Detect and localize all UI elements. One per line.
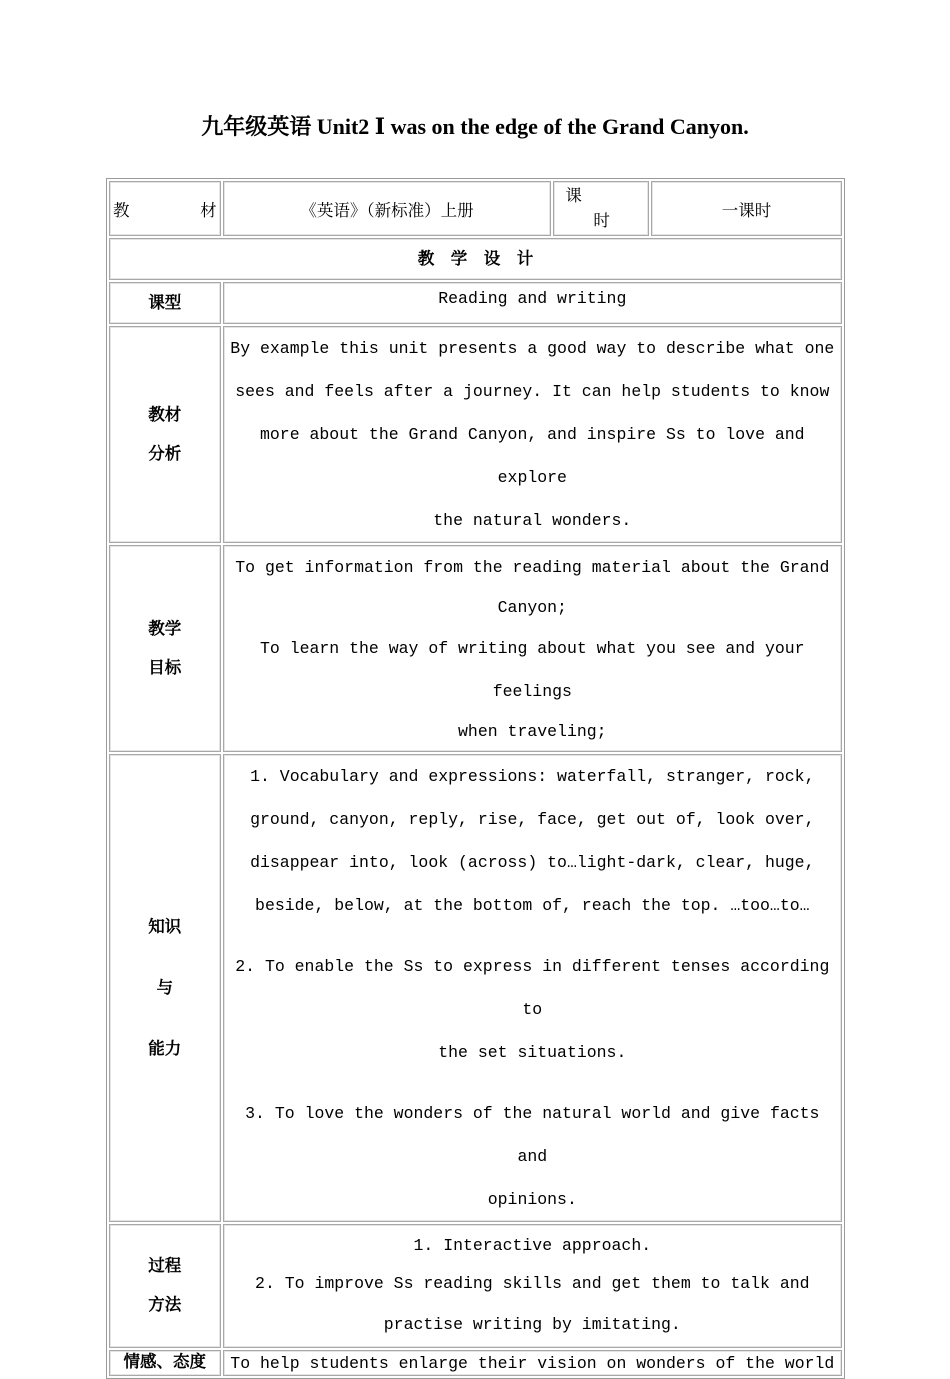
- lesson-type-row: [109, 282, 842, 324]
- attitude-label: 情感、态度: [109, 1350, 221, 1376]
- objectives-text: [223, 545, 842, 752]
- textbook-label-cell: [109, 181, 221, 236]
- period-label-cell: [553, 181, 649, 236]
- knowledge-text: [223, 754, 842, 1222]
- objectives-label: [109, 545, 221, 752]
- period-value: 一课时: [651, 181, 842, 236]
- process-row: [109, 1224, 842, 1348]
- knowledge-label: [109, 754, 221, 1222]
- knowledge-item2-line-1: 2. To enable the Ss to express in different tenses according to: [235, 957, 830, 1019]
- analysis-line-2: sees and feels after a journey. It can help students to know: [235, 382, 830, 401]
- knowledge-item1-line-3: disappear into, look (across) to…light-dark, clear, huge,: [250, 853, 815, 872]
- objectives-label-line-1: 教学: [148, 619, 182, 639]
- knowledge-label-line-1: 知识: [148, 917, 182, 937]
- analysis-line-3: more about the Grand Canyon, and inspire Ss to love and explore: [260, 425, 805, 487]
- analysis-line-1: By example this unit presents a good way to describe what one: [230, 339, 835, 358]
- objectives-line-1: To get information from the reading material about the Grand: [235, 558, 830, 577]
- knowledge-item3-line-1: 3. To love the wonders of the natural world and give facts and: [245, 1104, 820, 1166]
- attitude-row: [109, 1350, 842, 1376]
- lesson-plan-table: [106, 178, 845, 1379]
- lesson-type-value: Reading and writing: [223, 282, 842, 324]
- knowledge-item1-line-4: beside, below, at the bottom of, reach the top. …too…to…: [255, 896, 810, 915]
- objectives-row: [109, 545, 842, 752]
- process-line-3: practise writing by imitating.: [383, 1314, 681, 1334]
- analysis-row: [109, 326, 842, 543]
- textbook-label-right: 材: [200, 201, 217, 221]
- analysis-line-4: the natural wonders.: [433, 511, 632, 530]
- process-line-2: 2. To improve Ss reading skills and get them to talk and: [255, 1273, 810, 1293]
- knowledge-label-line-3: 能力: [148, 1039, 182, 1059]
- attitude-value: To help students enlarge their vision on wonders of the world: [223, 1350, 842, 1376]
- lesson-type-label: 课型: [109, 282, 221, 324]
- knowledge-row: [109, 754, 842, 1222]
- process-label-line-2: 方法: [148, 1296, 182, 1315]
- analysis-text: [223, 326, 842, 543]
- design-heading-row: [109, 238, 842, 280]
- analysis-label-line-2: 分析: [148, 444, 182, 464]
- analysis-label-line-1: 教材: [148, 405, 182, 425]
- process-line-1: 1. Interactive approach.: [413, 1235, 652, 1255]
- header-row: [109, 181, 842, 236]
- knowledge-label-line-2: 与: [156, 978, 174, 998]
- objectives-line-2: Canyon;: [497, 598, 567, 617]
- objectives-line-4: when traveling;: [458, 722, 607, 741]
- objectives-line-3: To learn the way of writing about what you see and your feelings: [260, 639, 805, 701]
- knowledge-item2-line-2: the set situations.: [438, 1043, 627, 1062]
- design-heading: 教 学 设 计: [109, 238, 842, 280]
- textbook-label-left: 教: [113, 201, 130, 221]
- process-text: [223, 1224, 842, 1348]
- knowledge-item3-line-2: opinions.: [487, 1190, 577, 1209]
- process-label: [109, 1224, 221, 1348]
- objectives-label-line-2: 目标: [148, 658, 182, 678]
- knowledge-item1-line-1: 1. Vocabulary and expressions: waterfall, stranger, rock,: [250, 767, 815, 786]
- process-label-line-1: 过程: [148, 1257, 182, 1276]
- analysis-label: [109, 326, 221, 543]
- page-title: 九年级英语 Unit2 Ⅰ was on the edge of the Grand Canyon.: [201, 114, 749, 139]
- textbook-value: 《英语》（新标准）上册: [223, 181, 552, 236]
- knowledge-item1-line-2: ground, canyon, reply, rise, face, get out of, look over,: [250, 810, 815, 829]
- period-label-bottom: 时: [593, 211, 610, 231]
- period-label-top: 课: [565, 186, 582, 206]
